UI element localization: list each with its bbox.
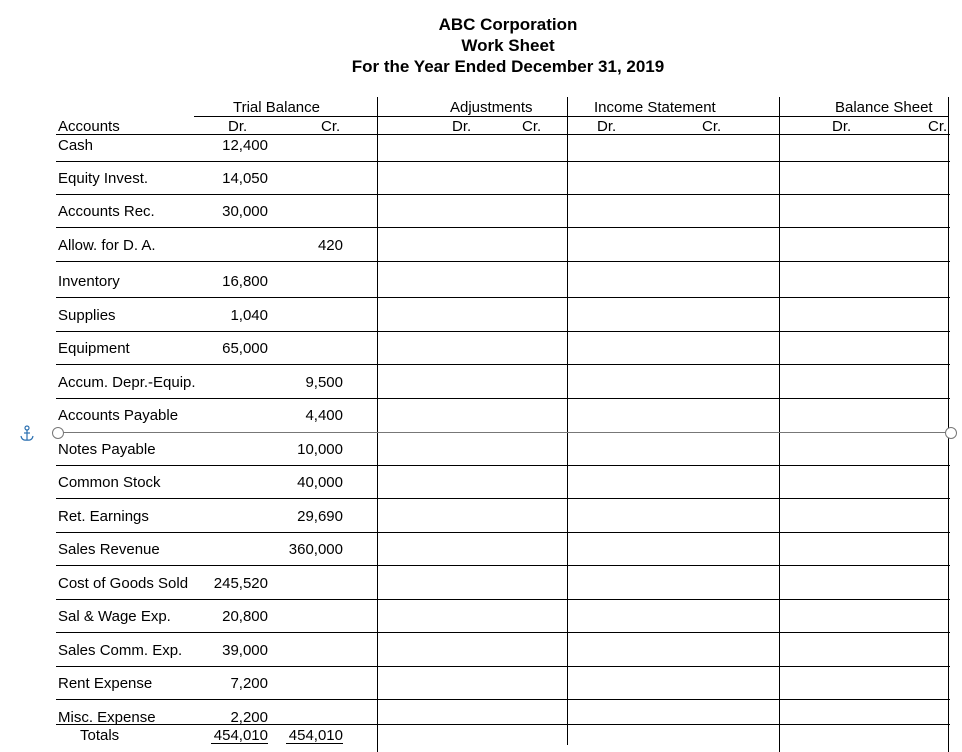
row-tb-cr: 4,400 xyxy=(305,407,343,424)
adjustments-header: Adjustments xyxy=(450,99,533,116)
row-divider xyxy=(56,565,950,566)
row-account: Equipment xyxy=(58,340,130,357)
row-account: Supplies xyxy=(58,307,116,324)
row-account: Misc. Expense xyxy=(58,709,156,726)
row-divider xyxy=(56,398,950,399)
column-divider xyxy=(377,97,378,752)
row-tb-dr: 16,800 xyxy=(222,273,268,290)
row-divider xyxy=(56,666,950,667)
row-divider xyxy=(56,532,950,533)
accounts-header: Accounts xyxy=(58,118,120,135)
header-rule xyxy=(194,116,948,117)
row-tb-dr: 20,800 xyxy=(222,608,268,625)
row-account: Cost of Goods Sold xyxy=(58,575,189,592)
row-account: Sales Comm. Exp. xyxy=(58,642,183,659)
row-divider xyxy=(56,297,950,298)
report-period: For the Year Ended December 31, 2019 xyxy=(351,57,665,76)
row-tb-cr: 29,690 xyxy=(297,508,343,525)
row-account: Accounts Payable xyxy=(58,407,179,424)
column-divider xyxy=(779,97,780,752)
row-divider xyxy=(56,699,950,700)
adj-dr-header: Dr. xyxy=(452,118,472,135)
row-tb-cr: 9,500 xyxy=(305,374,343,391)
row-account: Inventory xyxy=(58,273,120,290)
bs-dr-header: Dr. xyxy=(832,118,852,135)
row-account: Common Stock xyxy=(58,474,161,491)
row-divider xyxy=(56,194,950,195)
row-divider xyxy=(56,465,950,466)
row-account: Sales Revenue xyxy=(58,541,160,558)
row-divider xyxy=(56,161,950,162)
selected-line[interactable] xyxy=(60,432,950,433)
row-divider xyxy=(56,498,950,499)
row-divider xyxy=(56,331,950,332)
row-tb-dr: 245,520 xyxy=(213,575,268,592)
totals-underline xyxy=(211,743,268,744)
row-account: Notes Payable xyxy=(58,441,156,458)
row-account: Equity Invest. xyxy=(58,170,149,187)
row-tb-dr: 39,000 xyxy=(222,642,268,659)
row-account: Rent Expense xyxy=(58,675,153,692)
row-tb-dr: 65,000 xyxy=(222,340,268,357)
row-account: Cash xyxy=(58,137,94,154)
row-divider xyxy=(56,261,950,262)
report-title: Work Sheet xyxy=(461,36,555,55)
row-account: Accounts Rec. xyxy=(58,203,155,220)
row-tb-cr: 40,000 xyxy=(297,474,343,491)
adj-cr-header: Cr. xyxy=(522,118,542,135)
totals-cr: 454,010 xyxy=(288,727,343,744)
column-divider xyxy=(948,97,949,752)
totals-label: Totals xyxy=(80,727,120,744)
bs-cr-header: Cr. xyxy=(928,118,948,135)
row-tb-dr: 14,050 xyxy=(222,170,268,187)
tb-dr-header: Dr. xyxy=(228,118,248,135)
anchor-icon[interactable] xyxy=(19,425,35,443)
row-tb-cr: 10,000 xyxy=(297,441,343,458)
row-tb-dr: 1,040 xyxy=(230,307,268,324)
row-divider xyxy=(56,599,950,600)
header-rule-lower xyxy=(56,134,950,135)
row-tb-cr: 420 xyxy=(317,237,343,254)
resize-handle-right[interactable] xyxy=(945,427,957,439)
row-tb-cr: 360,000 xyxy=(288,541,343,558)
row-divider xyxy=(56,724,950,725)
resize-handle-left[interactable] xyxy=(52,427,64,439)
row-account: Ret. Earnings xyxy=(58,508,149,525)
row-tb-dr: 30,000 xyxy=(222,203,268,220)
tb-cr-header: Cr. xyxy=(321,118,341,135)
company-name: ABC Corporation xyxy=(438,15,578,34)
balance-sheet-header: Balance Sheet xyxy=(835,99,933,116)
row-account: Accum. Depr.-Equip. xyxy=(58,374,196,391)
trial-balance-header: Trial Balance xyxy=(233,99,320,116)
row-account: Sal & Wage Exp. xyxy=(58,608,171,625)
is-dr-header: Dr. xyxy=(597,118,617,135)
income-statement-header: Income Statement xyxy=(594,99,716,116)
row-tb-dr: 2,200 xyxy=(230,709,268,726)
is-cr-header: Cr. xyxy=(702,118,722,135)
totals-underline xyxy=(286,743,343,744)
row-tb-dr: 12,400 xyxy=(222,137,268,154)
row-divider xyxy=(56,364,950,365)
totals-dr: 454,010 xyxy=(213,727,268,744)
row-tb-dr: 7,200 xyxy=(230,675,268,692)
row-account: Allow. for D. A. xyxy=(58,237,156,254)
row-divider xyxy=(56,632,950,633)
row-divider xyxy=(56,227,950,228)
